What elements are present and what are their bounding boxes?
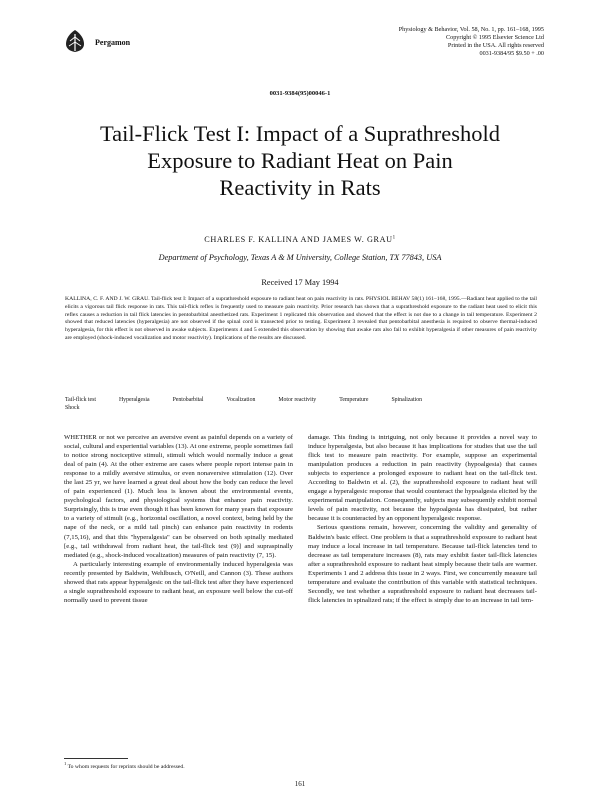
body-paragraph: A particularly interesting example of environmentally induced hyperalgesia was recently presented by Baldwin, Wehlbusch, O'Neill, and Cannon (3). These authors showed that rats appear hyperalgesic on the tail-flick test after they have experienced a single suprathreshold exposure to radiant heat, an exposure well below the cut-off normally used to prevent tissue [64, 560, 293, 604]
article-title [40, 120, 560, 201]
keyword-list [65, 396, 537, 412]
journal-line: Printed in the USA. All rights reserved [447, 42, 544, 49]
keyword: Vocalization [226, 397, 256, 403]
abstract: KALLINA, C. F. AND J. W. GRAU. Tail-flick test I: Impact of a suprathreshold exposure to radiant heat on pain reactivity in rats. PHYSIOL BEHAV 58(1) 161–168, 1995.—Radiant heat applied to the tail elicits a vigorous tail flick response in rats. This tail-flick reflex is frequently used to measure pain reactivity. Prior research has shown that a suprathreshold exposure to the radiant heat used to elicit this reflex causes a reduction in tail flick latencies in pentobarbital anesthetized rats. Experiment 1 replicated this observation and showed that the effect is not due to a change in tail temperature. Experiment 2 showed that reduced latencies (hyperalgesia) are not observed if the spinal cord is transected prior to testing. Experiment 3 revealed that pentobarbital anesthesia is required to observe thermal-induced hyperalgesia, for this effect is not observed in awake subjects. Experiments 4 and 5 extended this observation by showing that awake rats also fail to exhibit hyperalgesia if other measures of pain reactivity are employed (shock-induced vocalization and motor reactivity). Implications of the results are discussed. [65, 296, 537, 341]
keyword: Motor reactivity [278, 397, 317, 403]
title-line: Exposure to Radiant Heat on Pain [147, 148, 453, 173]
authors-text: CHARLES F. KALLINA AND JAMES W. GRAU [204, 235, 393, 244]
body-column-right [308, 433, 537, 605]
footnote [64, 761, 185, 770]
article-code: 0031-9384(95)00046-1 [269, 90, 331, 97]
keyword: Pentobarbital [172, 397, 204, 403]
footnote-mark: 1 [64, 761, 67, 766]
keyword: Shock [65, 405, 80, 411]
keyword: Spinalization [391, 397, 423, 403]
publisher-name: Pergamon [95, 38, 131, 47]
journal-citation [399, 26, 544, 58]
page-number: 161 [294, 780, 306, 788]
author-footnote-mark: 1 [392, 235, 396, 241]
title-line: Reactivity in Rats [219, 175, 381, 200]
author-list [0, 235, 600, 244]
journal-line: Copyright © 1995 Elsevier Science Ltd [445, 34, 544, 41]
footnote-text: To whom requests for reprints should be addressed. [67, 763, 185, 770]
body-column-left [64, 433, 293, 605]
journal-line: 0031-9384/95 $9.50 + .00 [479, 50, 544, 57]
body-paragraph: Serious questions remain, however, concerning the validity and generality of Baldwin's basic effect. One problem is that a suprathreshold exposure to radiant heat may induce a local increase in tail temperature. Because tail-flick latencies tend to decrease as tail temperature increases (8), rats may exhibit faster tail-flick latencies after a suprathreshold exposure to radiant heat simply because their tails are warmer. Experiments 1 and 2 address this issue in 2 ways. First, we concurrently measure tail temperature and evaluate the contribution of this variable with statistical techniques. Secondly, we test whether a suprathreshold exposure to radiant heat decreases tail-flick latencies in spinalized rats; if the effect is simply due to an increase in tail tem- [308, 524, 537, 604]
journal-line: Physiology & Behavior, Vol. 58, No. 1, pp. 161–168, 1995 [398, 26, 544, 33]
keyword: Tail-flick test [65, 397, 96, 403]
affiliation: Department of Psychology, Texas A & M University, College Station, TX 77843, USA [158, 253, 442, 262]
received-date: Received 17 May 1994 [261, 278, 339, 287]
keyword: Temperature [339, 397, 369, 403]
publisher-logo-icon [60, 28, 90, 54]
footnote-divider [64, 758, 128, 759]
body-paragraph: WHETHER or not we perceive an aversive event as painful depends on a variety of social, cultural and experiential variables (13). At one extreme, people sometimes fail to notice strong nociceptive stimuli, stimuli which would normally induce a great deal of pain (4). At the other extreme are cases where people report intense pain in response to a mildly aversive stimulus, or even nonaversive stimulation (12). Over the last 25 yr, we have learned a great deal about how the body can reduce the level of pain experienced (1). Much less is known about the environmental events, psychological factors, and physiological systems that enhance pain reactivity. Surprisingly, this is true even though it has been known for many years that exposure to a variety of stimuli (e.g., horizontal oscillation, a novel context, being held by the nape of the neck, or a mild tail pinch) can enhance pain reactivity in rodents (7,15,16), and that this "hyperalgesia" can be observed on both spinally mediated [e.g., tail withdrawal from radiant heat, the tail-flick test (9)] and supraspinally mediated (e.g., shock-induced vocalization) measures of pain reactivity (7, 15). [64, 434, 293, 559]
body-paragraph: damage. This finding is intriguing, not only because it provides a novel way to induce hyperalgesia, but also because it has implications for studies that use the tail flick test to measure pain reactivity. For example, suppose an experimental manipulation produces a reduction in pain reactivity (hypoalgesia) that causes subjects to experience a prolonged exposure to radiant heat on the tail-flick test. According to Baldwin et al. (2), the suprathreshold exposure to radiant heat will engage a hyperalgesic response that would counteract the hypoalgesia elicited by the experimental manipulation. Consequently, subjects may subsequently exhibit normal levels of pain reactivity, not because the hypoalgesia has dissipated, but rather because it is counteracted by an opponent hyperalgesic response. [308, 434, 537, 523]
title-line: Tail-Flick Test I: Impact of a Suprathreshold [99, 121, 501, 146]
keyword: Hyperalgesia [118, 397, 150, 403]
